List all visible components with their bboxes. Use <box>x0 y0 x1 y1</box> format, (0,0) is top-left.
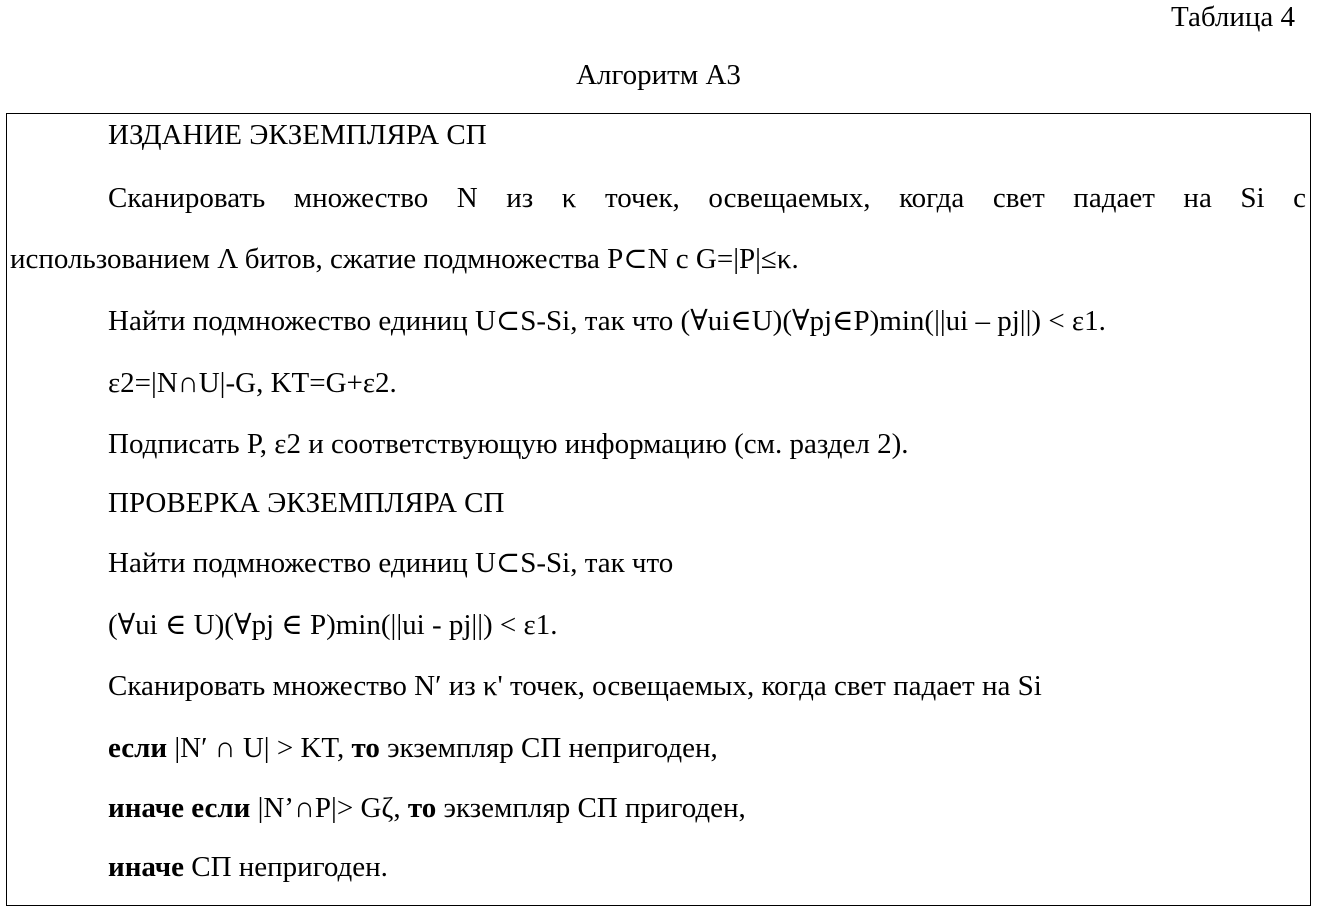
scan-line-part1: Сканировать множество N из κ точек, освещаемых, когда свет падает на Si с <box>108 181 1306 215</box>
section-heading-issue: ИЗДАНИЕ ЭКЗЕМПЛЯРА СП <box>108 118 487 152</box>
else-keyword: иначе <box>108 851 184 883</box>
if-keyword: если <box>108 732 167 764</box>
table-label: Таблица 4 <box>1171 0 1295 34</box>
algorithm-title: Алгоритм А3 <box>0 58 1317 92</box>
elseif-condition: |N’∩P|> Gζ, <box>258 792 401 824</box>
sign-line: Подписать P, ε2 и соответствующую информацию (см. раздел 2). <box>108 427 909 461</box>
verify-condition-line: (∀ui ∈ U)(∀pj ∈ P)min(||ui - pj||) < ε1. <box>108 608 557 642</box>
then-keyword: то <box>351 732 379 764</box>
epsilon-formula-line: ε2=|N∩U|-G, KT=G+ε2. <box>108 366 397 400</box>
if-condition: |N′ ∩ U| > KT, <box>174 732 344 764</box>
else-result: СП непригоден. <box>191 851 388 883</box>
elseif-result: экземпляр СП пригоден, <box>444 792 746 824</box>
algorithm-box <box>6 113 1311 906</box>
scan-line-part2: использованием Λ битов, сжатие подмножества P⊂N с G=|P|≤κ. <box>10 242 799 276</box>
elseif-then-keyword: то <box>408 792 436 824</box>
if-line <box>108 731 718 765</box>
else-line <box>108 850 388 884</box>
elseif-line <box>108 791 746 825</box>
verify-find-units-line: Найти подмножество единиц U⊂S-Si, так что <box>108 546 673 580</box>
verify-scan-line: Сканировать множество N′ из κ' точек, освещаемых, когда свет падает на Si <box>108 669 1042 703</box>
find-units-line: Найти подмножество единиц U⊂S-Si, так что (∀ui∈U)(∀pj∈P)min(||ui – pj||) < ε1. <box>108 304 1106 338</box>
section-heading-verify: ПРОВЕРКА ЭКЗЕМПЛЯРА СП <box>108 486 504 520</box>
if-result: экземпляр СП непригоден, <box>387 732 718 764</box>
elseif-keyword: иначе если <box>108 792 250 824</box>
